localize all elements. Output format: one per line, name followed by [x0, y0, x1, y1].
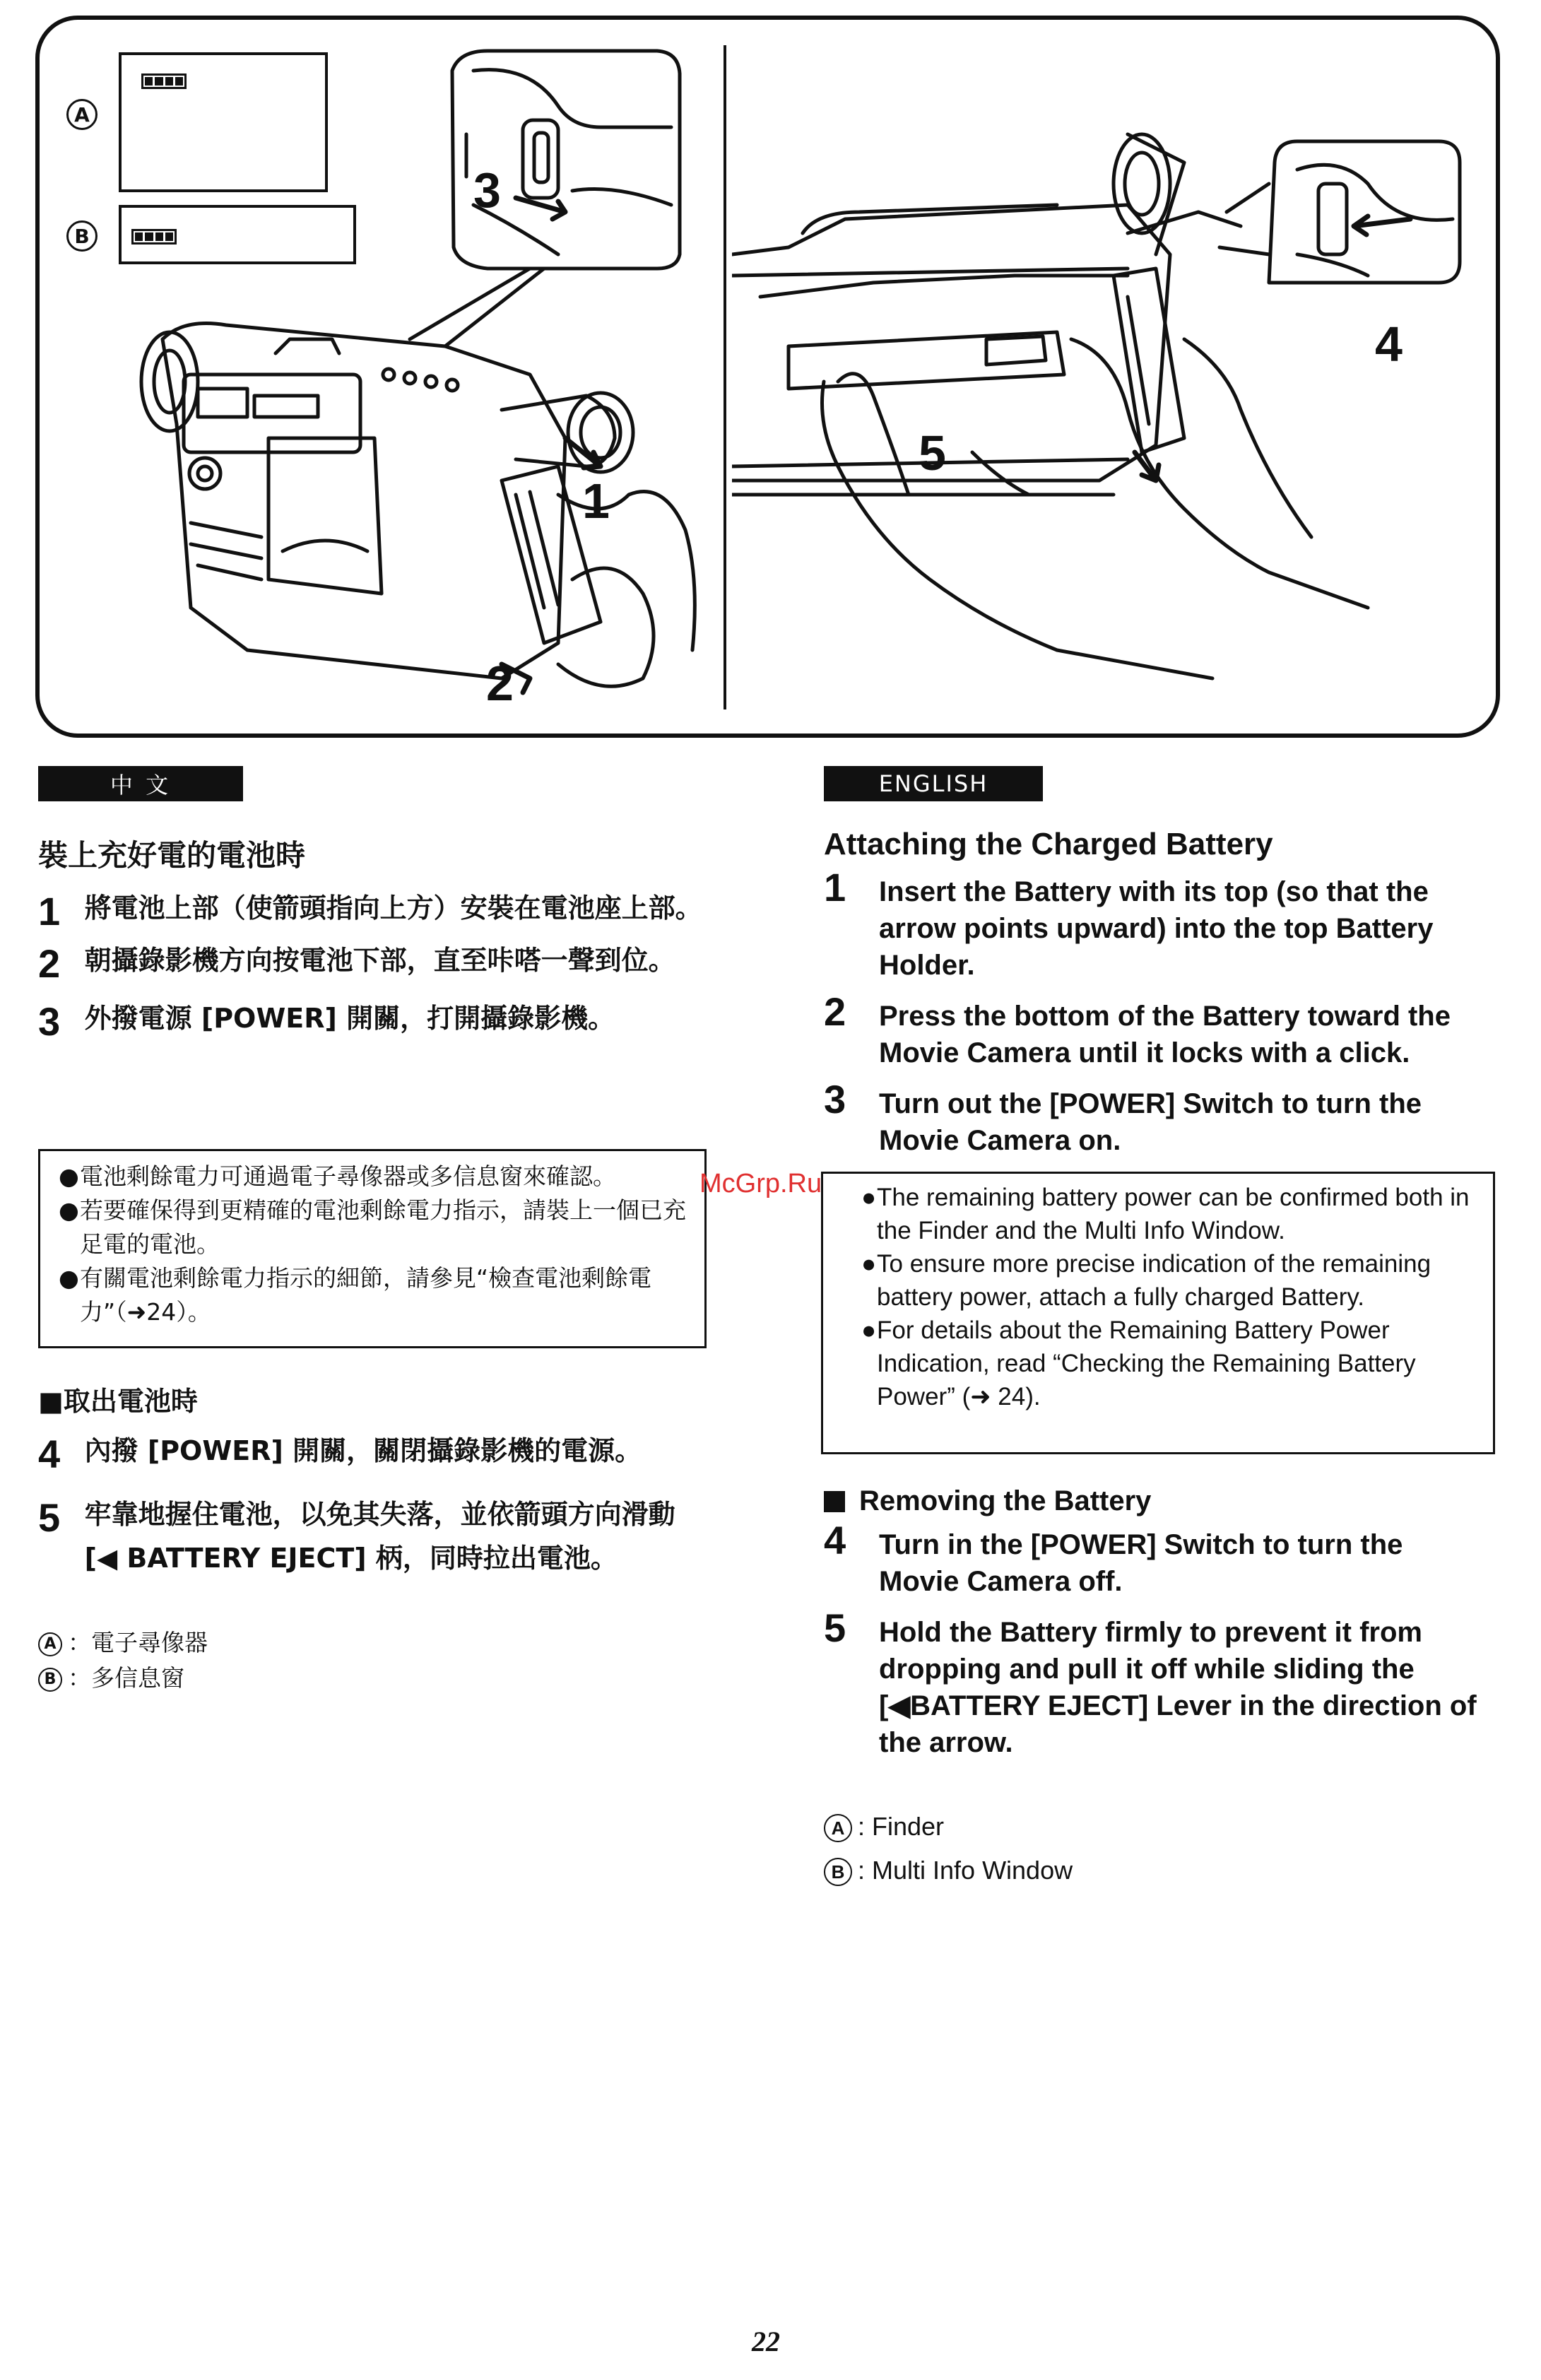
illustration-divider — [724, 45, 726, 709]
chinese-heading: 裝上充好電的電池時 — [38, 838, 306, 873]
camcorder-battery-insert-drawing — [106, 42, 721, 714]
chinese-step — [38, 941, 716, 986]
watermark: McGrp.Ru — [699, 1169, 822, 1198]
chinese-legend — [38, 1625, 208, 1696]
step-text: 內撥 [POWER] 開關，關閉攝錄影機的電源。 — [84, 1435, 642, 1466]
step-text: 牢靠地握住電池，以免其失落，並依箭頭方向滑動 [◀ BATTERY EJECT] 柄，同時拉出電池。 — [84, 1499, 675, 1574]
chinese-step — [38, 1495, 716, 1580]
english-legend — [824, 1805, 1073, 1892]
note-item: ● For details about the Remaining Battery Power Indication, read “Checking the Remaining Battery Power” (➜ 24). — [861, 1316, 1416, 1410]
step-text: 外撥電源 [POWER] 開關，打開攝錄影機。 — [84, 1003, 615, 1034]
label-b-marker: B — [66, 220, 98, 252]
legend-item: A ：電子尋像器 — [38, 1625, 208, 1661]
step-text: 將電池上部（使箭頭指向上方）安裝在電池座上部。 — [84, 892, 702, 924]
square-bullet-icon — [824, 1491, 845, 1512]
step-number: 5 — [824, 1606, 846, 1650]
english-removing-heading: Removing the Battery — [824, 1485, 1151, 1517]
camcorder-battery-remove-drawing — [732, 42, 1495, 714]
english-step-list — [824, 865, 1502, 1159]
step-2-callout: 2 — [486, 656, 514, 711]
step-text: Turn in the [POWER] Switch to turn the Movie Camera off. — [879, 1529, 1403, 1597]
step-number: 2 — [824, 989, 846, 1034]
step-number: 1 — [824, 865, 846, 909]
step-number: 4 — [38, 1432, 61, 1476]
note-item: ● The remaining battery power can be confirmed both in the Finder and the Multi Info Window. — [861, 1184, 1470, 1244]
step-text: 朝攝錄影機方向按電池下部，直至咔嗒一聲到位。 — [84, 945, 675, 976]
chinese-step — [38, 999, 716, 1044]
chinese-removing-list — [38, 1432, 716, 1580]
english-step — [824, 1518, 1502, 1600]
step-number: 2 — [38, 941, 61, 986]
english-heading: Attaching the Charged Battery — [824, 827, 1273, 861]
chinese-removing-heading: ■取出電池時 — [38, 1386, 198, 1417]
step-3-callout: 3 — [473, 163, 501, 218]
note-item: ● 有關電池剩餘電力指示的細節，請參見“檢查電池剩餘電力”（➜24）。 — [59, 1264, 652, 1326]
step-5-callout: 5 — [919, 425, 946, 481]
label-a-marker: A — [66, 99, 98, 130]
step-text: Turn out the [POWER] Switch to turn the Movie Camera on. — [879, 1088, 1422, 1156]
step-number: 1 — [38, 889, 61, 933]
legend-item: A : Finder — [824, 1805, 1073, 1849]
english-removing-list — [824, 1518, 1502, 1761]
english-notes-box — [821, 1172, 1495, 1454]
chinese-notes-box — [38, 1149, 707, 1348]
step-text: Insert the Battery with its top (so that the arrow points upward) into the top Battery Holder. — [879, 876, 1434, 981]
step-text: Hold the Battery firmly to prevent it from dropping and pull it off while sliding the [◀BATTERY EJECT] Lever in the direction of the arrow. — [879, 1617, 1477, 1758]
english-step — [824, 865, 1502, 984]
step-text: Press the bottom of the Battery toward the Movie Camera until it locks with a click. — [879, 1001, 1451, 1068]
english-step — [824, 989, 1502, 1071]
step-1-callout: 1 — [582, 473, 610, 529]
legend-item: B ：多信息窗 — [38, 1661, 208, 1696]
english-step — [824, 1077, 1502, 1159]
step-4-callout: 4 — [1375, 317, 1403, 372]
step-number: 3 — [38, 999, 61, 1044]
chinese-step — [38, 889, 716, 933]
legend-item: B : Multi Info Window — [824, 1849, 1073, 1892]
page-number: 22 — [752, 2326, 780, 2357]
chinese-section-tag: 中 文 — [38, 766, 243, 801]
step-number: 3 — [824, 1077, 846, 1121]
note-item: ● 電池剩餘電力可通過電子尋像器或多信息窗來確認。 — [59, 1162, 616, 1190]
chinese-step — [38, 1432, 716, 1476]
note-item: ● 若要確保得到更精確的電池剩餘電力指示，請裝上一個已充足電的電池。 — [59, 1196, 686, 1258]
step-number: 5 — [38, 1495, 61, 1540]
note-item: ● To ensure more precise indication of the remaining battery power, attach a fully charged Battery. — [861, 1250, 1431, 1311]
chinese-step-list — [38, 889, 716, 1044]
english-step — [824, 1608, 1502, 1761]
step-number: 4 — [824, 1518, 846, 1562]
english-section-tag: ENGLISH — [824, 766, 1043, 801]
